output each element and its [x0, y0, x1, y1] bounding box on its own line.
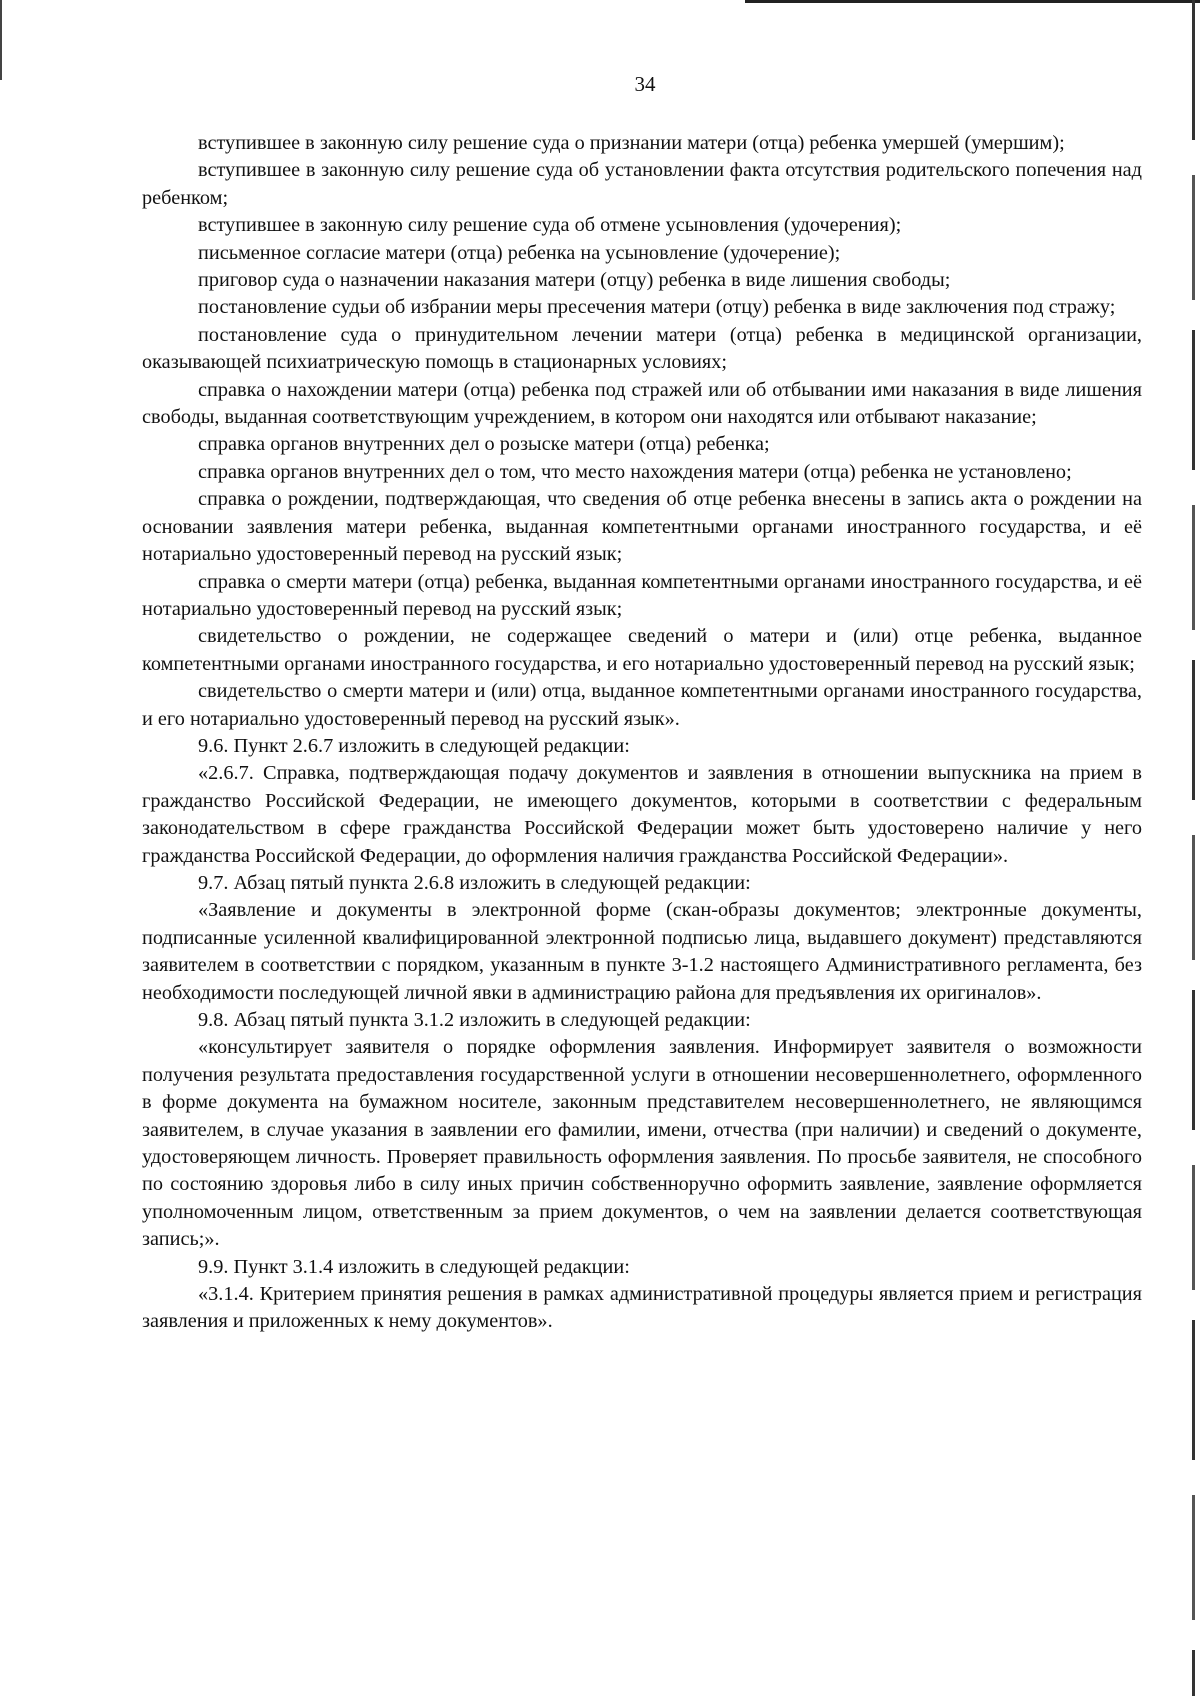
paragraph: вступившее в законную силу решение суда об установлении факта отсутствия родительского попечения над ребенком;: [142, 159, 1142, 209]
section-heading: 9.8. Абзац пятый пункта 3.1.2 изложить в следующей редакции:: [198, 1009, 751, 1031]
paragraph: «2.6.7. Справка, подтверждающая подачу документов и заявления в отношении выпускника на прием в гражданство Российской Федерации, не имеющего документов, которыми в соответствии с федеральным законодательством в сфере гражданства Российской Федерации может быть удостоверено наличие у него гражданства Российской Федерации, до оформления наличия гражданства Российской Федерации».: [142, 762, 1142, 867]
paragraph: справка органов внутренних дел о розыске матери (отца) ребенка;: [198, 433, 770, 456]
paragraph: справка органов внутренних дел о том, что место нахождения матери (отца) ребенка не установлено;: [198, 460, 1072, 483]
scan-edge-right: [1192, 0, 1195, 1696]
paragraph: свидетельство о рождении, не содержащее сведений о матери и (или) отце ребенка, выданное компетентными органами иностранного государства, и его нотариально удостоверенный перевод на русский язык;: [142, 625, 1142, 675]
paragraph: «консультирует заявителя о порядке оформления заявления. Информирует заявителя о возможности получения результата предоставления государственной услуги в отношении несовершеннолетнего, оформленного в форме документа на бумажном носителе, законным представителем несовершеннолетнего, не являющимся заявителем, в случае указания в заявлении его фамилии, имени, отчества (при наличии) и сведений о документе, удостоверяющем личность. Проверяет правильность оформления заявления. По просьбе заявителя, не способного по состоянию здоровья либо в силу иных причин собственноручно оформить заявление, заявление оформляется уполномоченным лицом, ответственным за прием документов, о чем на заявлении делается соответствующая запись;».: [142, 1036, 1142, 1251]
document-body: [142, 130, 1142, 1336]
paragraph: постановление суда о принудительном лечении матери (отца) ребенка в медицинской организации, оказывающей психиатрическую помощь в стационарных условиях;: [142, 323, 1142, 374]
paragraph: справка о смерти матери (отца) ребенка, выданная компетентными органами иностранного государства, и её нотариально удостоверенный перевод на русский язык;: [142, 570, 1142, 620]
paragraph: приговор суда о назначении наказания матери (отцу) ребенка в виде лишения свободы;: [198, 269, 951, 292]
section-heading: 9.6. Пункт 2.6.7 изложить в следующей редакции:: [198, 734, 630, 757]
paragraph: вступившее в законную силу решение суда об отмене усыновления (удочерения);: [198, 214, 902, 237]
section-heading: 9.9. Пункт 3.1.4 изложить в следующей редакции:: [198, 1255, 630, 1278]
scan-edge-top: [745, 0, 1200, 3]
paragraph: справка о рождении, подтверждающая, что сведения об отце ребенка внесены в запись акта о рождении на основании заявления матери ребенка, выданная компетентными органами иностранного государства, и её нотариально удостоверенный перевод на русский язык;: [142, 488, 1142, 566]
paragraph: письменное согласие матери (отца) ребенка на усыновление (удочерение);: [198, 241, 841, 264]
paragraph: «3.1.4. Критерием принятия решения в рамках административной процедуры является прием и регистрация заявления и приложенных к нему документов».: [142, 1283, 1142, 1333]
paragraph: справка о нахождении матери (отца) ребенка под стражей или об отбывании ими наказания в виде лишения свободы, выданная соответствующим учреждением, в котором они находятся или отбывают наказание;: [142, 378, 1142, 429]
paragraph: свидетельство о смерти матери и (или) отца, выданное компетентными органами иностранного государства, и его нотариально удостоверенный перевод на русский язык».: [142, 680, 1142, 730]
paragraph: вступившее в законную силу решение суда о признании матери (отца) ребенка умершей (умершим);: [198, 132, 1065, 154]
paragraph: «Заявление и документы в электронной форме (скан-образы документов; электронные документы, подписанные усиленной квалифицированной электронной подписью лица, выдавшего документ) представляются заявителем в соответствии с порядком, указанным в пункте 3-1.2 настоящего Административного регламента, без необходимости последующей личной явки в администрацию района для предъявления их оригиналов».: [142, 899, 1142, 1004]
page-number: 34: [634, 72, 656, 96]
paragraph: постановление судьи об избрании меры пресечения матери (отцу) ребенка в виде заключения под стражу;: [198, 296, 1116, 319]
section-heading: 9.7. Абзац пятый пункта 2.6.8 изложить в следующей редакции:: [198, 871, 751, 894]
scan-edge-left: [0, 0, 2, 80]
